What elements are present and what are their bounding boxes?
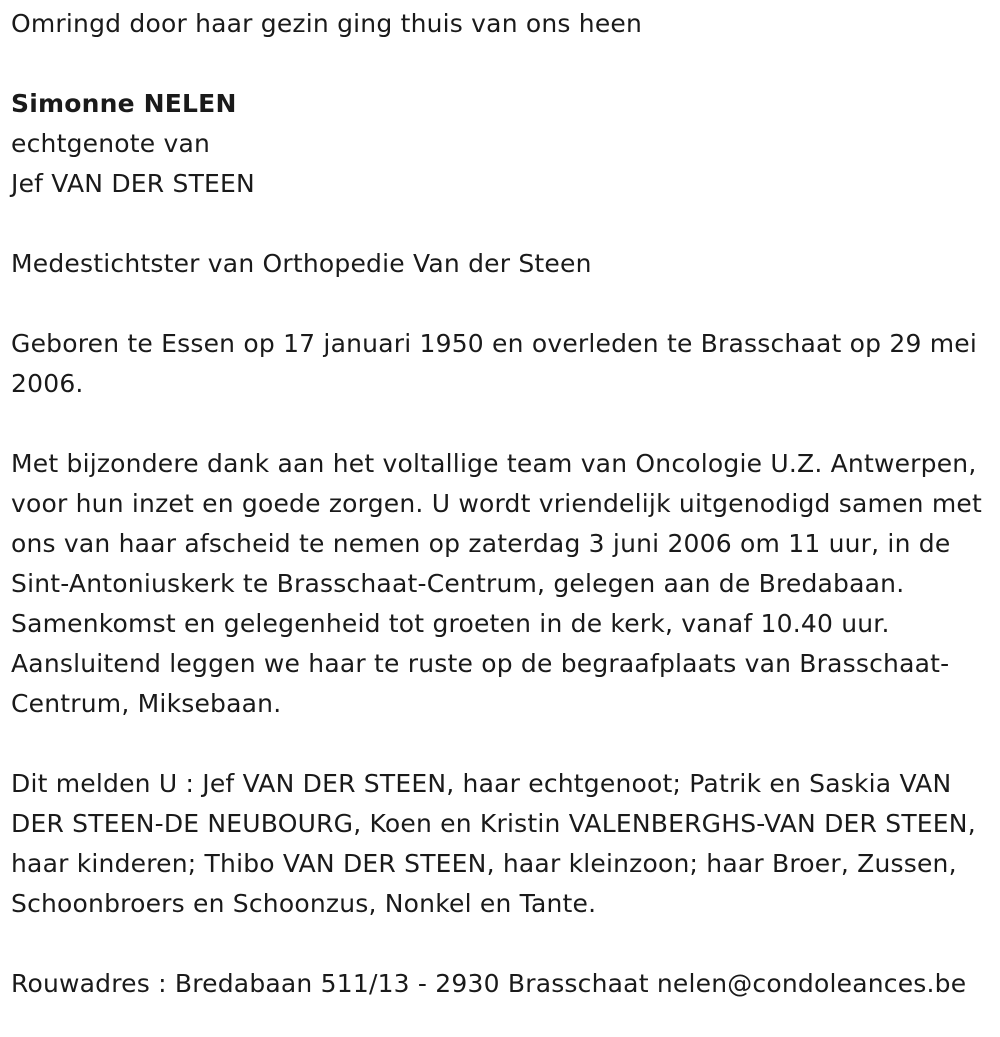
spacer (11, 204, 995, 244)
birth-death-paragraph: Geboren te Essen op 17 januari 1950 en overleden te Brasschaat op 29 mei 2006. (11, 329, 977, 398)
announcers-paragraph: Dit melden U : Jef VAN DER STEEN, haar echtgenoot; Patrik en Saskia VAN DER STEEN-DE NEUBOURG, Koen en Kristin VALENBERGHS-VAN DER STEEN, haar kinderen; Thibo VAN DER STEEN, haar kleinzoon; haar Broer, Zussen, Schoonbroers en Schoonzus, Nonkel en Tante. (11, 769, 976, 918)
obituary-notice (11, 4, 995, 1004)
thanks-paragraph: Met bijzondere dank aan het voltallige team van Oncologie U.Z. Antwerpen, voor hun inzet en goede zorgen. U wordt vriendelijk uitgenodigd samen met ons van haar afscheid te nemen op zaterdag 3 juni 2006 om 11 uur, in de Sint-Antoniuskerk te Brasschaat-Centrum, gelegen aan de Bredabaan. Samenkomst en gelegenheid tot groeten in de kerk, vanaf 10.40 uur. Aansluitend leggen we haar te ruste op de begraafplaats van Brasschaat-Centrum, Miksebaan. (11, 449, 982, 718)
spacer (11, 44, 995, 84)
spacer (11, 284, 995, 324)
role-line: Medestichtster van Orthopedie Van der Steen (11, 249, 592, 278)
spouse-name: Jef VAN DER STEEN (11, 169, 255, 198)
deceased-name: Simonne NELEN (11, 89, 237, 118)
spacer (11, 404, 995, 444)
relation-line: echtgenote van (11, 129, 211, 158)
address-line: Rouwadres : Bredabaan 511/13 - 2930 Brasschaat nelen@condoleances.be (11, 969, 967, 998)
spacer (11, 724, 995, 764)
intro-line: Omringd door haar gezin ging thuis van ons heen (11, 9, 643, 38)
spacer (11, 924, 995, 964)
